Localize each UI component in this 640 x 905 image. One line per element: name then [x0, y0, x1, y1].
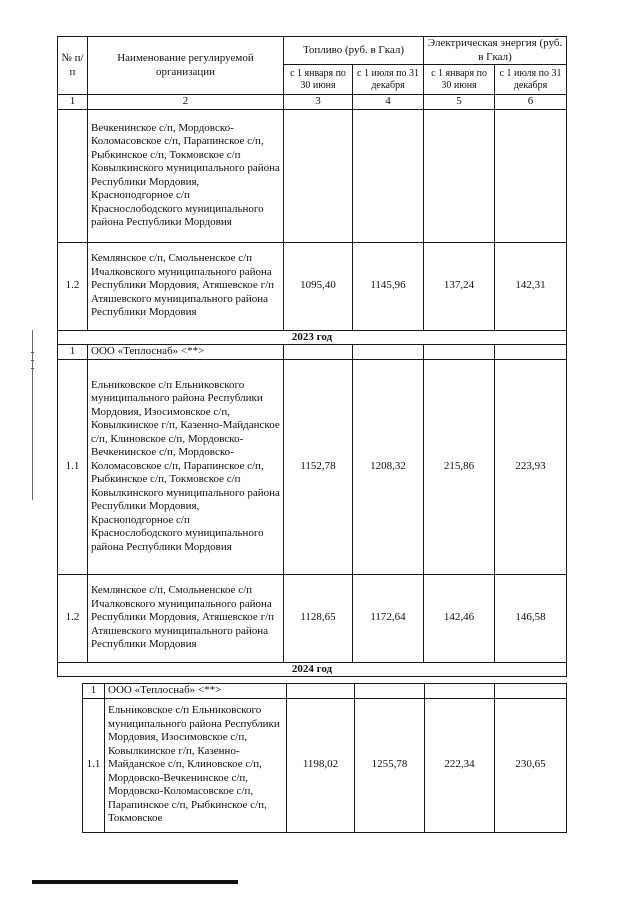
- year-heading: 2024 год: [58, 662, 567, 677]
- area-names: Ельниковское с/п Ельниковского муниципального района Республики Мордовия, Изосимовское с/п, Ковылкинское г/п, Казенно-Майданское с/п, Клиновское с/п, Мордовско-Вечкенинское с/п, Мордовско-Коломасовское с/п, Парапинское с/п, Рыбкинское с/п, Токмовское с/п Ковылкинского муниципального района Республики Мордовия, Красноподгорное с/п Краснослободского муниципального района Республики Мордовия: [88, 359, 284, 574]
- scan-mark: [31, 352, 34, 353]
- period-header-h1: с 1 января по 30 июня: [424, 65, 495, 95]
- fuel-h2-value: 1208,32: [353, 359, 424, 574]
- year-row: [58, 330, 567, 345]
- column-index: 1: [58, 95, 88, 110]
- table-row: [58, 359, 567, 574]
- year-heading: 2023 год: [58, 330, 567, 345]
- energy-h1-value: 137,24: [424, 242, 495, 330]
- column-index: 4: [353, 95, 424, 110]
- energy-h1-value: 215,86: [424, 359, 495, 574]
- table-row: [58, 574, 567, 662]
- fuel-h1-value: 1198,02: [287, 698, 355, 832]
- column-index: 6: [495, 95, 567, 110]
- energy-h2-value: 142,31: [495, 242, 567, 330]
- energy-h1-value: 142,46: [424, 574, 495, 662]
- table-row: [83, 698, 567, 832]
- table-row: [58, 109, 567, 242]
- area-names: Кемлянское с/п, Смольненское с/п Ичалковского муниципального района Республики Мордовия, Атяшевское г/п Атяшевского муниципального района Республики Мордовия: [88, 574, 284, 662]
- footnote-rule: [32, 880, 238, 884]
- year-row: [58, 662, 567, 677]
- energy-h2-value: 146,58: [495, 574, 567, 662]
- organization-row: [58, 345, 567, 360]
- period-header-h2: с 1 июля по 31 декабря: [495, 65, 567, 95]
- column-index: 3: [284, 95, 353, 110]
- scan-edge-line: [32, 330, 33, 500]
- fuel-h2-value: 1172,64: [353, 574, 424, 662]
- table-row: [58, 242, 567, 330]
- column-index: 5: [424, 95, 495, 110]
- energy-h2-value: 223,93: [495, 359, 567, 574]
- tariff-table: [57, 36, 567, 677]
- fuel-h1-value: 1095,40: [284, 242, 353, 330]
- energy-h1-value: 222,34: [425, 698, 495, 832]
- row-number: 1.2: [58, 242, 88, 330]
- row-number: 1.2: [58, 574, 88, 662]
- fuel-h1-value: 1152,78: [284, 359, 353, 574]
- column-index-row: [58, 95, 567, 110]
- organization-row: [83, 684, 567, 699]
- scan-mark: [31, 360, 34, 361]
- row-number: 1: [83, 684, 105, 699]
- energy-h2-value: 230,65: [495, 698, 567, 832]
- col-name-header: Наименование регулируемой организации: [88, 37, 284, 95]
- column-index: 2: [88, 95, 284, 110]
- col-energy-header: Электрическая энергия (руб. в Гкал): [424, 37, 567, 65]
- period-header-h1: с 1 января по 30 июня: [284, 65, 353, 95]
- row-number: 1.1: [58, 359, 88, 574]
- scan-mark: [31, 368, 34, 369]
- row-number: 1: [58, 345, 88, 360]
- fuel-h2-value: 1255,78: [355, 698, 425, 832]
- row-number: 1.1: [83, 698, 105, 832]
- area-names: Ельниковское с/п Ельниковского муниципального района Республики Мордовия, Изосимовское с/п, Ковылкинское г/п, Казенно-Майданское с/п, Клиновское с/п, Мордовско-Вечкенинское с/п, Мордовско-Коломасовское с/п, Парапинское с/п, Рыбкинское с/п, Токмовское: [105, 698, 287, 832]
- area-names: Кемлянское с/п, Смольненское с/п Ичалковского муниципального района Республики Мордовия, Атяшевское г/п Атяшевского муниципального района Республики Мордовия: [88, 242, 284, 330]
- fuel-h1-value: 1128,65: [284, 574, 353, 662]
- col-num-header: № п/п: [58, 37, 88, 95]
- col-fuel-header: Топливо (руб. в Гкал): [284, 37, 424, 65]
- organization-name: ООО «Теплоснаб» <**>: [105, 684, 287, 699]
- period-header-h2: с 1 июля по 31 декабря: [353, 65, 424, 95]
- organization-name: ООО «Теплоснаб» <**>: [88, 345, 284, 360]
- tariff-table-continued: [82, 683, 567, 833]
- area-names: Вечкенинское с/п, Мордовско-Коломасовское с/п, Парапинское с/п, Рыбкинское с/п, Токмовское с/п Ковылкинского муниципального района Республики Мордовия, Красноподгорное с/п Краснослободского муниципального района Республики Мордовия: [88, 109, 284, 242]
- fuel-h2-value: 1145,96: [353, 242, 424, 330]
